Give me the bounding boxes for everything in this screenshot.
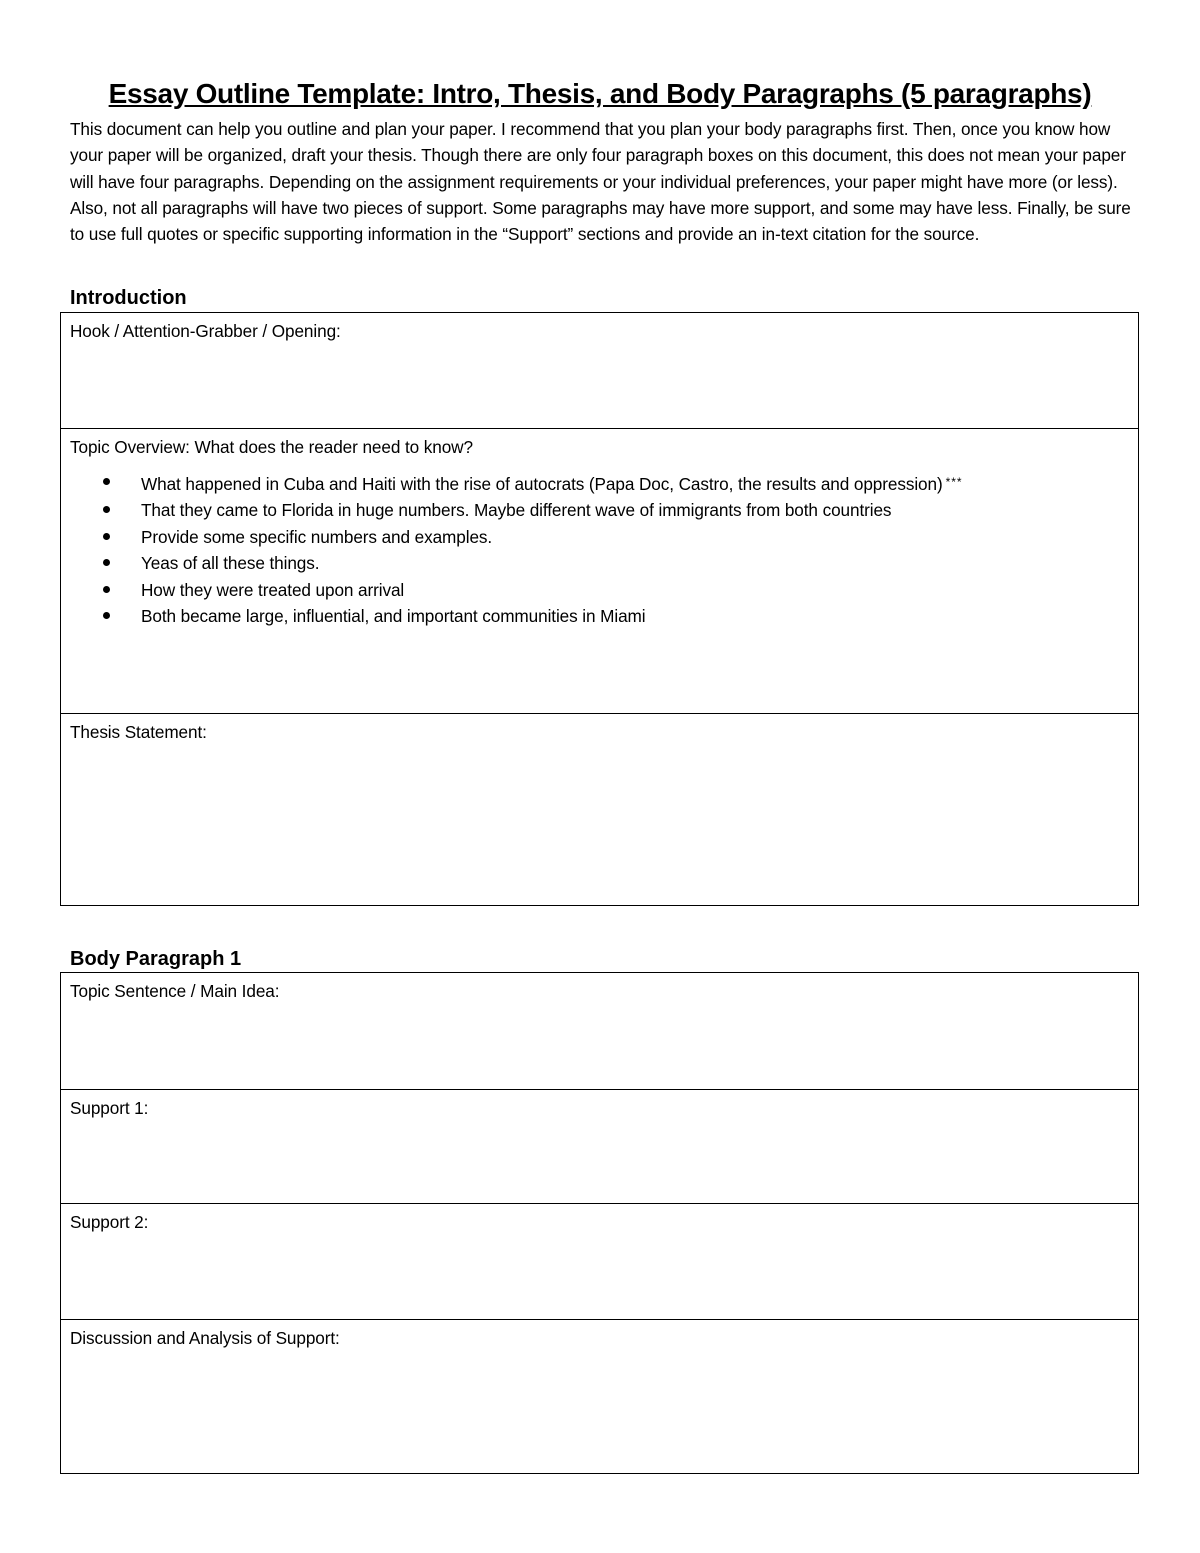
topic-sentence-cell[interactable] [61,973,1138,1090]
bullet-icon [103,478,110,485]
bullet-icon [103,506,110,513]
introduction-table [60,312,1139,906]
support-1-label: Support 1: [70,1098,149,1118]
list-item: Provide some specific numbers and examples. [70,524,1138,550]
body-paragraph-1-heading: Body Paragraph 1 [70,948,242,970]
topic-overview-list [70,469,1138,629]
list-item: Yeas of all these things. [70,550,1138,576]
asterisks: *** [945,475,963,489]
support-2-label: Support 2: [70,1212,149,1232]
discussion-cell[interactable] [61,1319,1138,1472]
list-item: That they came to Florida in huge numbers. Maybe different wave of immigrants from both countries [70,497,1138,523]
document-title: Essay Outline Template: Intro, Thesis, and Body Paragraphs (5 paragraphs) [108,78,1092,109]
topic-sentence-label: Topic Sentence / Main Idea: [70,981,280,1001]
body-paragraph-1-table [60,972,1139,1474]
list-item: How they were treated upon arrival [70,577,1138,603]
topic-overview-cell[interactable] [61,428,1138,714]
list-item: Both became large, influential, and important communities in Miami [70,603,1138,629]
bullet-icon [103,533,110,540]
hook-cell[interactable] [61,313,1138,429]
bullet-icon [103,586,110,593]
list-item: What happened in Cuba and Haiti with the rise of autocrats (Papa Doc, Castro, the results and oppression) *** [70,469,1138,497]
support-2-cell[interactable] [61,1203,1138,1320]
hook-label: Hook / Attention-Grabber / Opening: [70,321,341,341]
bullet-icon [103,612,110,619]
support-1-cell[interactable] [61,1089,1138,1204]
topic-overview-label: Topic Overview: What does the reader need to know? [70,437,473,457]
instructions-paragraph: This document can help you outline and plan your paper. I recommend that you plan your body paragraphs first. Then, once you know how your paper will be organized, draft your thesis. Though there are only four paragraph boxes on this document, this does not mean your paper will have four paragraphs. Depending on the assignment requirements or your individual preferences, your paper might have more (or less). Also, not all paragraphs will have two pieces of support. Some paragraphs may have more support, and some may have less. Finally, be sure to use full quotes or specific supporting information in the “Support” sections and provide an in-text citation for the source. [70,119,1131,245]
thesis-cell[interactable] [61,713,1138,904]
bullet-icon [103,559,110,566]
discussion-label: Discussion and Analysis of Support: [70,1328,340,1348]
thesis-label: Thesis Statement: [70,722,207,742]
introduction-heading: Introduction [70,287,187,309]
